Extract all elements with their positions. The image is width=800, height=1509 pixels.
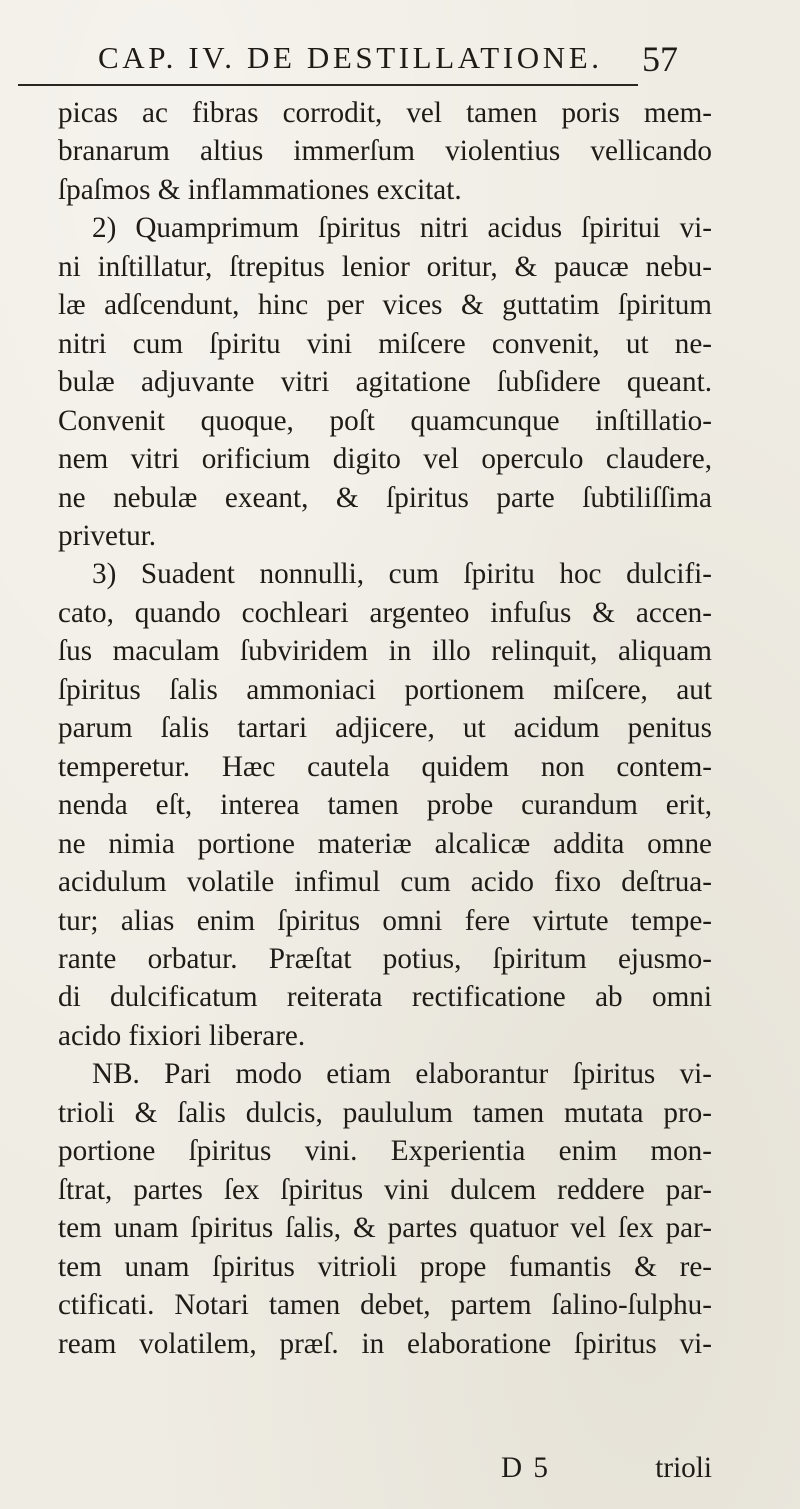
text-line: acidulum volatile infimul cum acido fixo deſtrua- [58, 866, 712, 899]
text-line: tem unam ſpiritus vitrioli prope fumantis & re- [58, 1250, 712, 1283]
catchword: trioli [655, 1452, 712, 1484]
text-line: di dulcificatum reiterata rectificatione ab omni [58, 981, 712, 1014]
chapter-heading: CAP. IV. DE DESTILLATIONE. [98, 40, 603, 75]
body-text [58, 94, 712, 1363]
text-line: tur; alias enim ſpiritus omni fere virtute tempe- [58, 904, 712, 937]
text-line: tem unam ſpiritus ſalis, & partes quatuor vel ſex par- [58, 1212, 712, 1245]
text-line: nitri cum ſpiritu vini miſcere convenit, ut ne- [58, 327, 712, 360]
text-line: nenda eſt, interea tamen probe curandum erit, [58, 789, 712, 822]
text-line: temperetur. Hæc cautela quidem non contem- [58, 750, 712, 783]
text-line: trioli & ſalis dulcis, paululum tamen mutata pro- [58, 1096, 712, 1129]
text-line: ſpaſmos & inflammationes excitat. [58, 173, 462, 206]
text-line: branarum altius immerſum violentius vellicando [58, 135, 712, 168]
page-footer [58, 1452, 712, 1488]
text-line: privetur. [58, 519, 157, 552]
text-line: læ adſcendunt, hinc per vices & guttatim ſpiritum [58, 289, 712, 322]
paragraph-3-start: 3) Suadent nonnulli, cum ſpiritu hoc dulcifi- [92, 558, 712, 591]
text-line: ſus maculam ſubviridem in illo relinquit, aliquam [58, 635, 712, 668]
text-line: portione ſpiritus vini. Experientia enim mon- [58, 1135, 712, 1168]
running-head [98, 40, 678, 84]
header-rule [18, 84, 638, 86]
text-line: cato, quando cochleari argenteo infuſus & accen- [58, 596, 712, 629]
text-line: bulæ adjuvante vitri agitatione ſubſidere queant. [58, 366, 712, 399]
text-line: ſtrat, partes ſex ſpiritus vini dulcem reddere par- [58, 1173, 712, 1206]
text-line: parum ſalis tartari adjicere, ut acidum penitus [58, 712, 712, 745]
text-line: rante orbatur. Præſtat potius, ſpiritum ejusmo- [58, 942, 712, 975]
signature-mark: D 5 [501, 1452, 550, 1484]
page-number: 57 [642, 39, 678, 79]
paragraph-2-start: 2) Quamprimum ſpiritus nitri acidus ſpiritui vi- [92, 212, 712, 245]
text-line: ream volatilem, præſ. in elaboratione ſpiritus vi- [58, 1327, 712, 1360]
text-line: nem vitri orificium digito vel operculo claudere, [58, 443, 712, 476]
text-line: acido fixiori liberare. [58, 1019, 306, 1052]
text-line: Convenit quoque, poſt quamcunque inſtillatio- [58, 404, 712, 437]
text-line: ni inſtillatur, ſtrepitus lenior oritur, & paucæ nebu- [58, 250, 712, 283]
text-line: picas ac fibras corrodit, vel tamen poris mem- [58, 97, 712, 129]
text-line: ſpiritus ſalis ammoniaci portionem miſcere, aut [58, 673, 712, 706]
nb-paragraph-start: NB. Pari modo etiam elaborantur ſpiritus vi- [92, 1058, 712, 1091]
text-line: ctificati. Notari tamen debet, partem ſalino-ſulphu- [58, 1289, 712, 1322]
text-line: ne nimia portione materiæ alcalicæ addita omne [58, 827, 712, 860]
text-line: ne nebulæ exeant, & ſpiritus parte ſubtiliſſima [58, 481, 712, 514]
